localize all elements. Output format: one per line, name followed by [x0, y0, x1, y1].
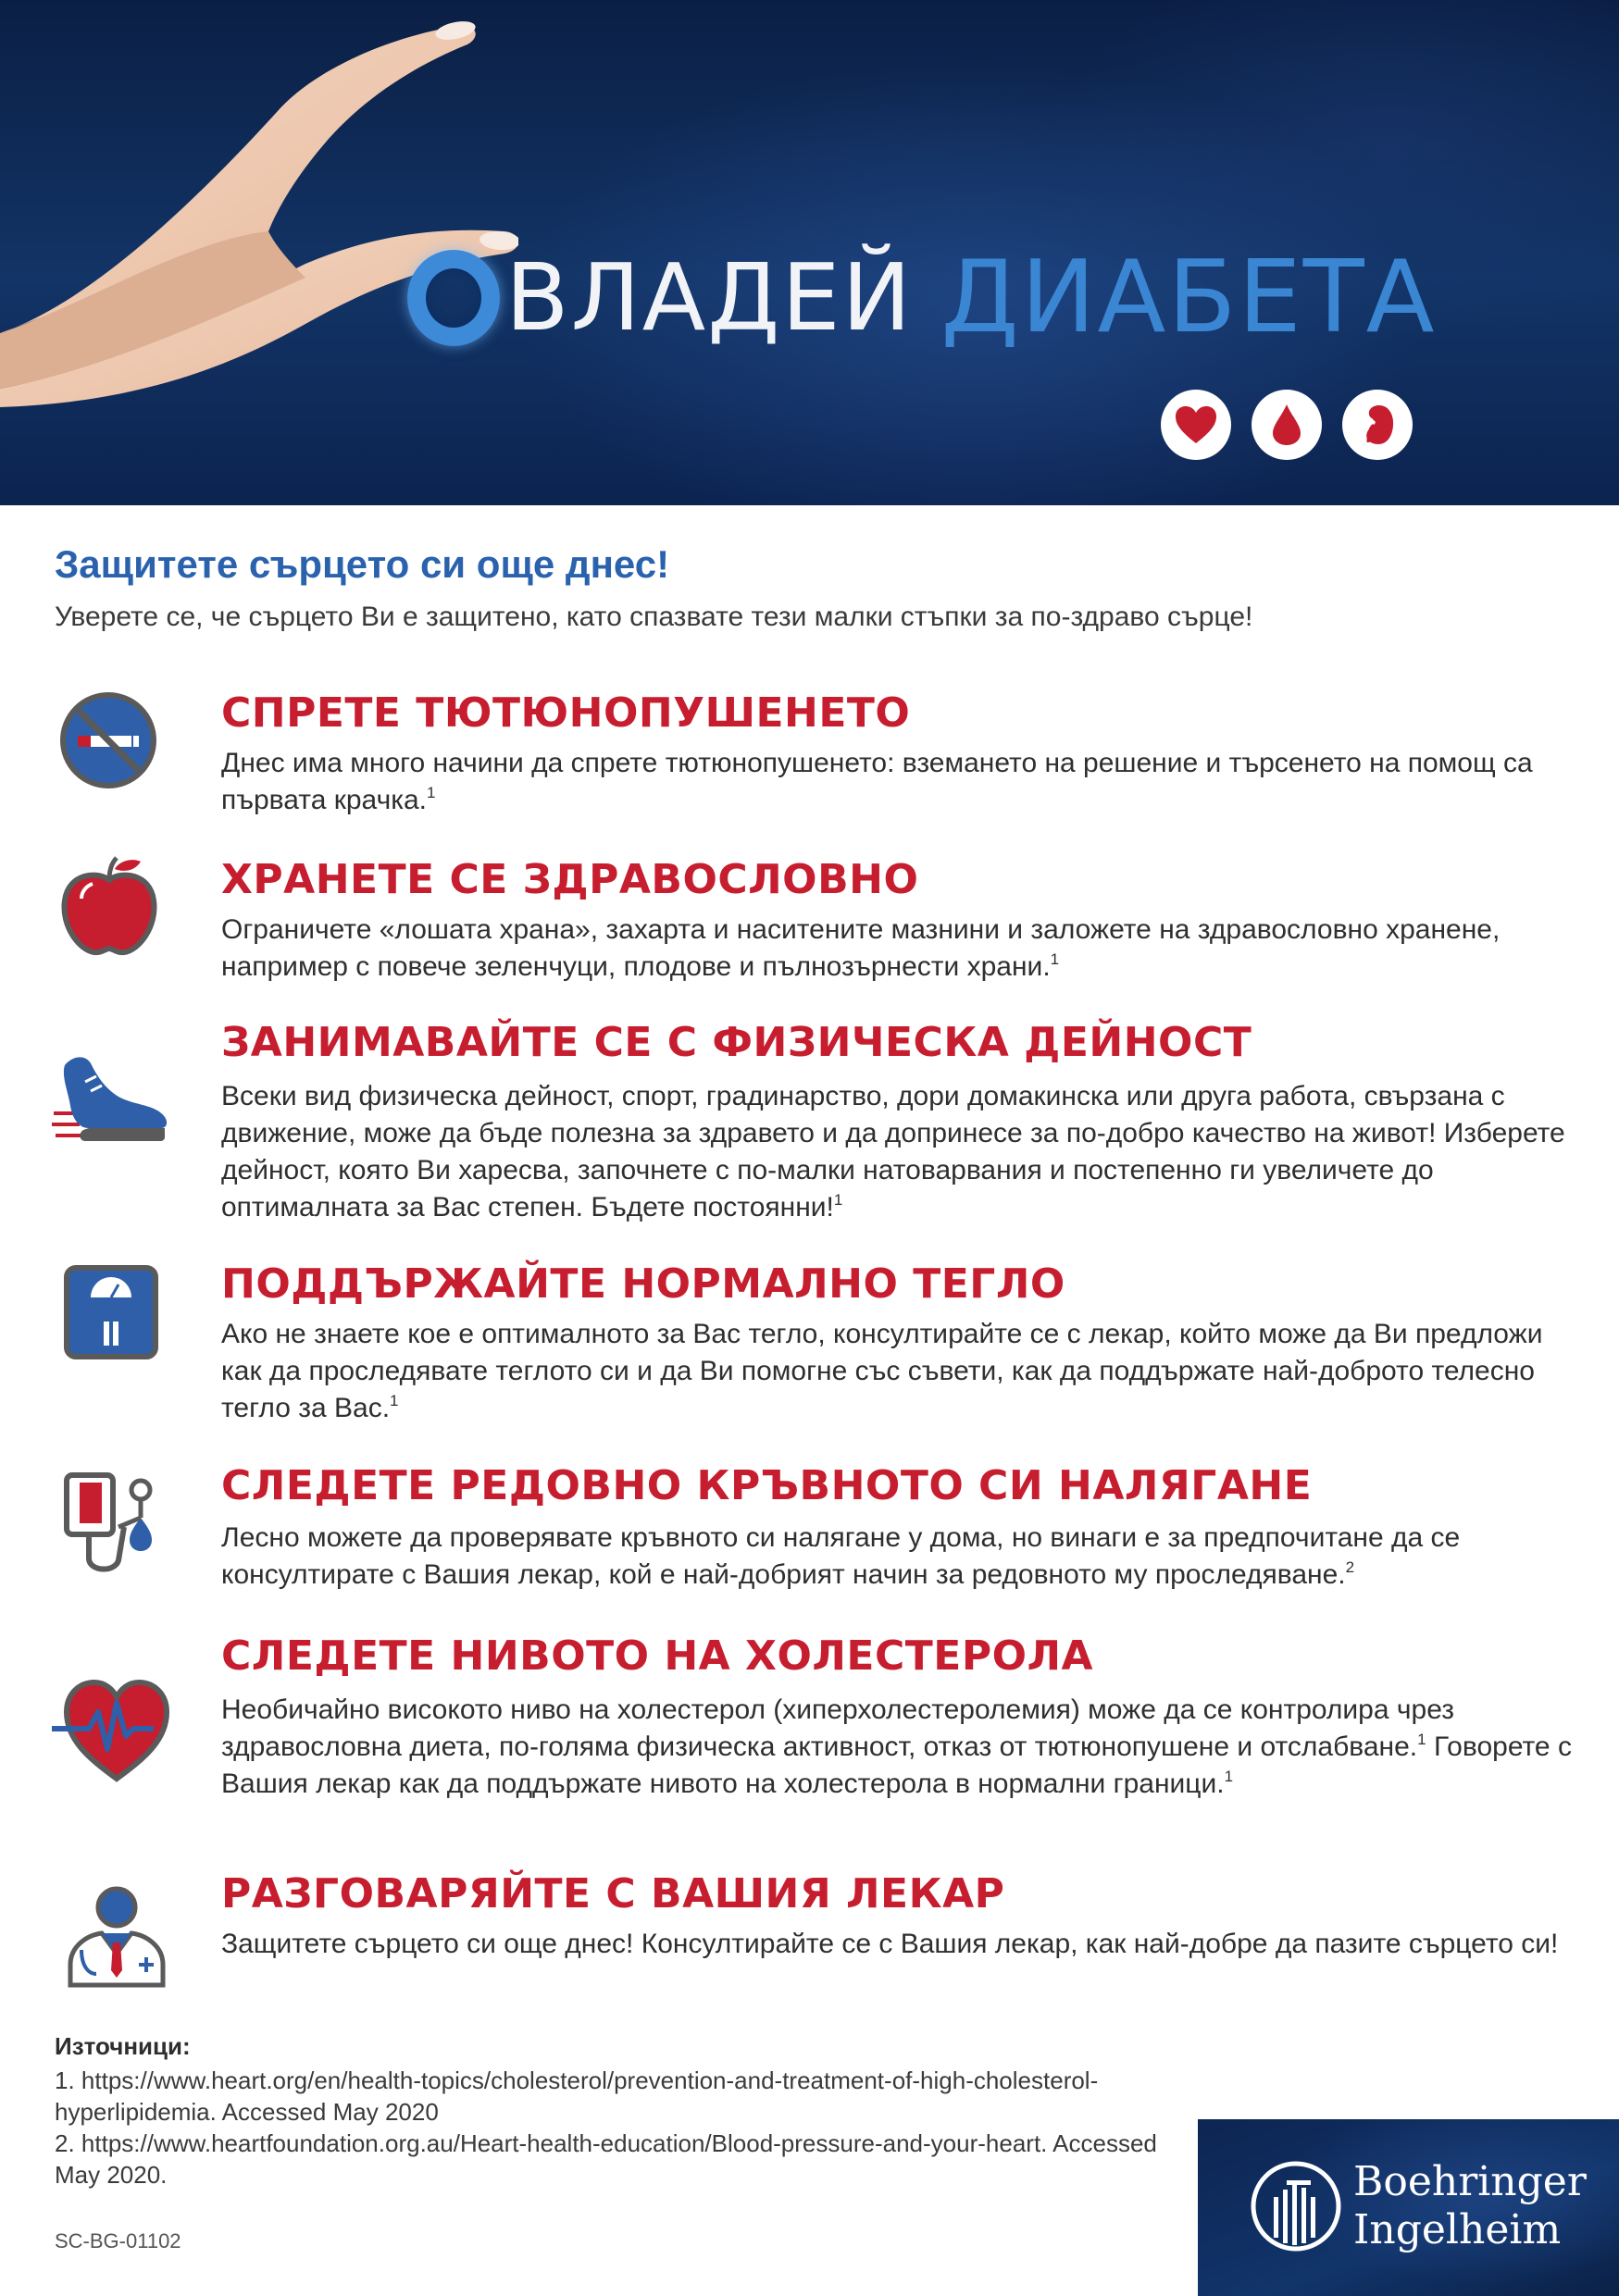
tip-title: ХРАНЕТЕ СЕ ЗДРАВОСЛОВНО [221, 856, 919, 903]
page-headline: Защитете сърцето си още днес! [55, 542, 670, 586]
apple-icon [59, 854, 159, 958]
footnote-ref: 1 [390, 1392, 399, 1409]
title-o-ring-icon [407, 250, 500, 346]
blood-drop-badge [1252, 390, 1322, 460]
footnote-ref: 2 [1345, 1558, 1355, 1576]
page-subline: Уверете се, че сърцето Ви е защитено, като спазвате тези малки стъпки за по-здраво сърце! [55, 602, 1253, 632]
banner-title-second-word: ДИАБЕТА [940, 240, 1437, 355]
tip-text: Ако не знаете кое е оптималното за Вас тегло, консултирайте се с лекар, който може да Ви предложи как да проследявате теглото си и да Ви помогне със съвети, как да поддържате най-доброто телесно тегло за Вас.$^1$ [221, 1319, 1543, 1423]
blood-drop-icon [1271, 403, 1302, 447]
banner-title-first-word: ВЛАДЕЙ [505, 243, 914, 352]
sources-heading: Източници: [55, 2032, 191, 2060]
source-ref-2: 2. https://www.heartfoundation.org.au/Heart-health-education/Blood-pressure-and-your-heart. Accessed May 2020. [55, 2129, 1157, 2189]
tip-title: ПОДДЪРЖАЙТЕ НОРМАЛНО ТЕГЛО [221, 1260, 1065, 1308]
footnote-ref: 1 [427, 784, 436, 801]
tip-title: ЗАНИМАВАЙТЕ СЕ С ФИЗИЧЕСКА ДЕЙНОСТ [221, 1019, 1252, 1066]
company-logo-box [1198, 2119, 1619, 2296]
heart-icon [1174, 404, 1218, 445]
tip-title: СПРЕТЕ ТЮТЮНОПУШЕНЕТО [221, 689, 911, 737]
tip-title: РАЗГОВАРЯЙТЕ С ВАШИЯ ЛЕКАР [221, 1870, 1005, 1917]
source-ref-1: 1. https://www.heart.org/en/health-topics/cholesterol/prevention-and-treatment-of-high-cholesterol-hyperlipidemia. Accessed May 2020 [55, 2066, 1099, 2126]
footnote-ref: 1 [1417, 1731, 1426, 1748]
tip-text: Лесно можете да проверявате кръвното си налягане у дома, но винаги е за предпочитане да се консултирате с Вашия лекар, кой е най-добрият начин за редовното му проследяване.$^2$ [221, 1522, 1461, 1590]
weight-scale-icon [63, 1264, 159, 1360]
sources-section [55, 2032, 1184, 2191]
tip-title: СЛЕДЕТЕ РЕДОВНО КРЪВНОТО СИ НАЛЯГАНЕ [221, 1462, 1313, 1509]
tip-text: Ограничете «лошата храна», захарта и наситените мазнини и заложете на здравословно хранене, например с повече зеленчуци, плодове и пълнозърнести храни.$^1$ [221, 914, 1501, 982]
header-banner [0, 0, 1619, 505]
doctor-icon [65, 1885, 167, 1989]
footnote-ref: 1 [1224, 1768, 1234, 1785]
tip-title: СЛЕДЕТЕ НИВОТО НА ХОЛЕСТЕРОЛА [221, 1632, 1094, 1680]
company-logo-text: Boehringer Ingelheim [1353, 2158, 1587, 2253]
tip-text: Днес има много начини да спрете тютюнопушенето: вземането на решение и търсенето на помощ са първата крачка.$^1$ [221, 748, 1533, 815]
kidney-icon [1359, 402, 1396, 448]
tip-text: Защитете сърцето си още днес! Консултирайте се с Вашия лекар, как най-добре да пазите сърцето си! [221, 1929, 1559, 1959]
boehringer-logo-icon [1250, 2160, 1342, 2253]
blood-pressure-monitor-icon [61, 1471, 165, 1577]
footnote-ref: 1 [833, 1191, 843, 1209]
no-smoking-icon [57, 689, 159, 791]
banner-title [407, 242, 1437, 354]
document-code: SC-BG-01102 [55, 2229, 181, 2253]
heart-badge [1161, 390, 1231, 460]
running-shoe-icon [52, 1050, 174, 1152]
footnote-ref: 1 [1050, 950, 1060, 968]
tip-text: Всеки вид физическа дейност, спорт, градинарство, дори домакинска или друга работа, свързана с движение, може да бъде полезна за здравето и да допринесе за по-добро качество на живот! Изберете дейност, която Ви харесва, започнете с по-малки натоварвания и постепенно ги увеличете до оптималната за Вас степен. Бъдете постоянни!$^1$ [221, 1081, 1565, 1222]
kidney-badge [1342, 390, 1413, 460]
tip-text: Необичайно високото ниво на холестерол (хиперхолестеролемия) може да се контролира чрез здравословна диета, по-голяма физическа активност, отказ от тютюнопушене и отслабване.$^1$ Говорете с Вашия лекар как да поддържате нивото на холестерола в нормални граници.$^1$ [221, 1694, 1572, 1799]
heart-pulse-icon [52, 1675, 174, 1786]
